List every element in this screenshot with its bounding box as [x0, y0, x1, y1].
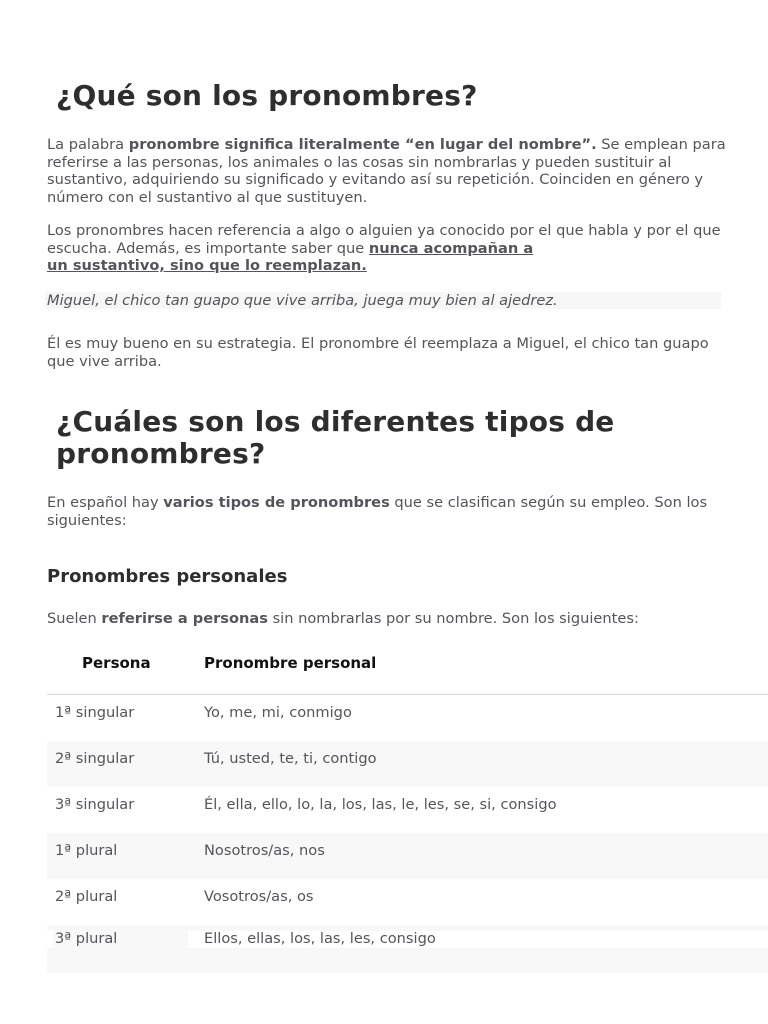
table-cell-persona: 1ª plural	[55, 842, 118, 859]
table-cell-persona: 2ª plural	[55, 888, 118, 905]
paragraph-personal-intro	[47, 610, 727, 628]
column-header-pronombre: Pronombre personal	[204, 654, 377, 672]
table-cell-pronombre: Tú, usted, te, ti, contigo	[204, 750, 377, 767]
table-row	[47, 695, 768, 741]
column-header-persona: Persona	[82, 654, 151, 672]
table-cell-pronombre: Ellos, ellas, los, las, les, consigo	[204, 930, 436, 947]
subsection-title-personal: Pronombres personales	[47, 566, 288, 587]
bold-text: referirse a personas	[101, 610, 268, 627]
table-row	[47, 787, 768, 833]
section-title-types: ¿Cuáles son los diferentes tipos de pronombres?	[56, 405, 615, 470]
bold-text: varios tipos de pronombres	[163, 494, 390, 511]
text-run: Se emplean para referirse a las personas, los animales o las cosas sin nombrarlas y pueden sustituir al sustantivo, adquiriendo su significado y evitando así su repetición. Coinciden en género y número con el sustantivo al que sustituyen.	[47, 136, 726, 206]
table-cell-persona: 2ª singular	[55, 750, 135, 767]
table-cell-pronombre: Vosotros/as, os	[204, 888, 314, 905]
table-cell-persona: 3ª singular	[55, 796, 135, 813]
table-row	[47, 741, 768, 787]
table-cell-persona: 3ª plural	[55, 930, 118, 947]
paragraph-reference	[47, 222, 727, 275]
bold-text: pronombre significa literalmente “en lugar del nombre”.	[128, 136, 597, 153]
paragraph-types-intro	[47, 494, 727, 529]
table-header	[47, 648, 768, 695]
text-run: La palabra	[47, 136, 129, 153]
text-run: que se clasifican según su empleo. Son los siguientes:	[47, 494, 708, 529]
underlined-bold-text-cont: un sustantivo, sino que lo reemplazan.	[47, 257, 367, 274]
underlined-bold-text: nunca acompañan a	[368, 239, 534, 257]
pronouns-table	[47, 648, 768, 973]
example-quote: Miguel, el chico tan guapo que vive arriba, juega muy bien al ajedrez.	[45, 292, 721, 309]
table-cell-persona: 1ª singular	[55, 704, 135, 721]
page-title: ¿Qué son los pronombres?	[56, 79, 478, 112]
table-row	[47, 833, 768, 879]
paragraph-example-explanation: Él es muy bueno en su estrategia. El pronombre él reemplaza a Miguel, el chico tan guapo que vive arriba.	[47, 335, 709, 370]
text-run: Los pronombres hacen referencia a algo o alguien ya conocido por el que habla y por el que escucha. Además, es importante saber que	[47, 222, 721, 257]
table-row	[47, 879, 768, 925]
table-cell-pronombre: Nosotros/as, nos	[204, 842, 325, 859]
table-cell-pronombre: Él, ella, ello, lo, la, los, las, le, les, se, si, consigo	[204, 796, 557, 813]
cell-background	[47, 931, 53, 948]
paragraph-definition	[47, 136, 727, 206]
table-cell-pronombre: Yo, me, mi, conmigo	[204, 704, 352, 721]
text-run: Suelen	[47, 610, 102, 627]
text-run: En español hay	[47, 494, 164, 511]
table-row	[47, 925, 768, 973]
text-run: sin nombrarlas por su nombre. Son los siguientes:	[267, 610, 639, 627]
